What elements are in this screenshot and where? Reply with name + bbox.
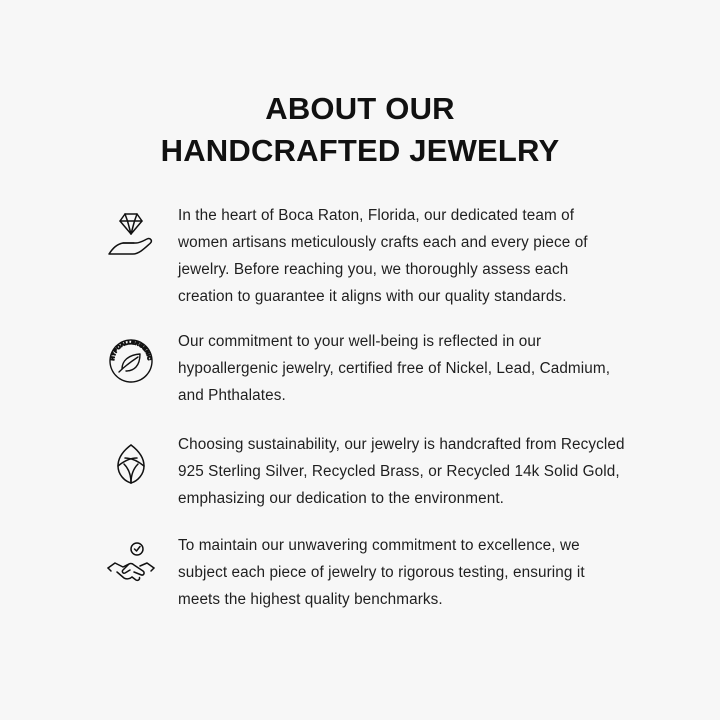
list-item-text: Choosing sustainability, our jewelry is handcrafted from Recycled 925 Sterling Silver, Recycled Brass, or Recycled 14k Solid Gold, emphasizing our dedication to the environment. [178, 436, 625, 507]
page-title-line-2: HANDCRAFTED JEWELRY [160, 133, 560, 168]
list-item-text: In the heart of Boca Raton, Florida, our dedicated team of women artisans meticulously crafts each and every piece of jewelry. Before reaching you, we thoroughly assess each creation to guarantee it aligns with our quality standards. [178, 207, 588, 305]
handshake-check-icon [92, 532, 170, 594]
diamond-in-hand-icon [92, 202, 170, 264]
list-item [92, 532, 660, 613]
page-title [0, 0, 720, 172]
recycle-leaves-icon [92, 431, 170, 493]
feature-list [0, 202, 720, 613]
list-item [92, 328, 660, 409]
list-item [92, 431, 660, 512]
list-item-text: Our commitment to your well-being is reflected in our hypoallergenic jewelry, certified free of Nickel, Lead, Cadmium, and Phthalates. [178, 333, 611, 404]
page-title-line-1: ABOUT OUR [265, 91, 455, 126]
hypoallergenic-label: HYPOALLERGENIC [109, 339, 153, 361]
list-item [92, 202, 660, 310]
list-item-text: To maintain our unwavering commitment to excellence, we subject each piece of jewelry to rigorous testing, ensuring it meets the highest quality benchmarks. [178, 537, 585, 608]
hypoallergenic-leaf-badge-icon [92, 328, 170, 390]
